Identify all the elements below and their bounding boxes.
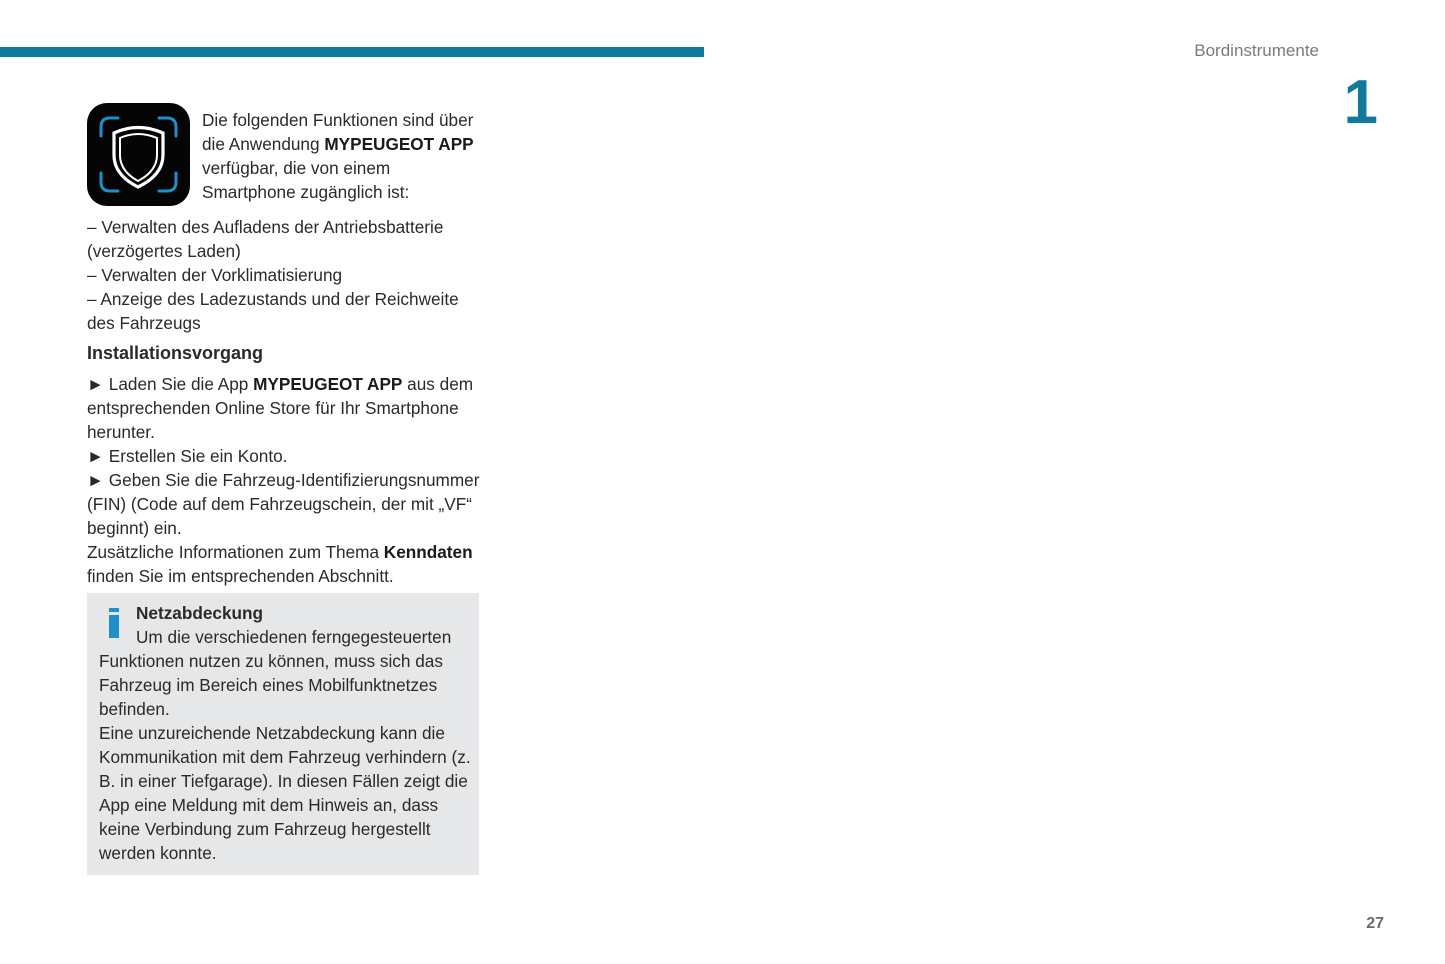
step-text: aus dem entsprechenden Online Store für Ihr Smartphone herunter. [87, 374, 474, 442]
header-accent-bar [0, 47, 704, 57]
info-text [99, 625, 474, 865]
install-step-2: ► Erstellen Sie ein Konto. [87, 446, 288, 466]
intro-app-name: MYPEUGEOT APP [324, 134, 474, 154]
feature-list [87, 215, 479, 335]
info-title: Netzabdeckung [136, 603, 264, 623]
install-step-1 [87, 372, 482, 444]
info-paragraph-1: Um die verschiedenen ferngegesteuerten Funktionen nutzen zu können, muss sich das Fahrzeug im Bereich eines Mobilfunktnetzes befinden. [99, 627, 452, 719]
list-item: – Verwalten des Aufladens der Antriebsbatterie (verzögertes Laden) [87, 217, 444, 261]
page-number: 27 [1366, 915, 1384, 932]
note-text: finden Sie im entsprechenden Abschnitt. [87, 566, 394, 586]
step-text: ► Laden Sie die App [87, 374, 254, 394]
intro-text-before: Die folgenden Funktionen sind über die Anwendung [202, 110, 474, 154]
install-step-3: ► Geben Sie die Fahrzeug-Identifizierungsnummer (FIN) (Code auf dem Fahrzeugschein, der mit „VF“ beginnt) ein. [87, 470, 480, 538]
mypeugeot-app-icon [87, 103, 190, 206]
installation-heading: Installationsvorgang [87, 343, 264, 363]
list-item: – Verwalten der Vorklimatisierung [87, 265, 343, 285]
note-text: Zusätzliche Informationen zum Thema [87, 542, 384, 562]
info-box [87, 593, 479, 875]
chapter-number: 1 [1343, 68, 1378, 137]
list-item: – Anzeige des Ladezustands und der Reichweite des Fahrzeugs [87, 289, 459, 333]
info-paragraph-2: Eine unzureichende Netzabdeckung kann die Kommunikation mit dem Fahrzeug verhindern (z. B. in einer Tiefgarage). In diesen Fällen zeigt die App eine Meldung mit dem Hinweis an, dass keine Verbindung zum Fahrzeug hergestellt werden konnte. [99, 723, 471, 863]
section-title: Bordinstrumente [1194, 41, 1319, 60]
intro-text-after: verfügbar, die von einem Smartphone zugänglich ist: [202, 158, 410, 202]
install-note [87, 540, 482, 588]
note-bold: Kenndaten [383, 542, 473, 562]
intro-paragraph [202, 108, 482, 204]
step-app-name: MYPEUGEOT APP [253, 374, 403, 394]
shield-icon [87, 103, 190, 206]
installation-steps [87, 372, 482, 588]
